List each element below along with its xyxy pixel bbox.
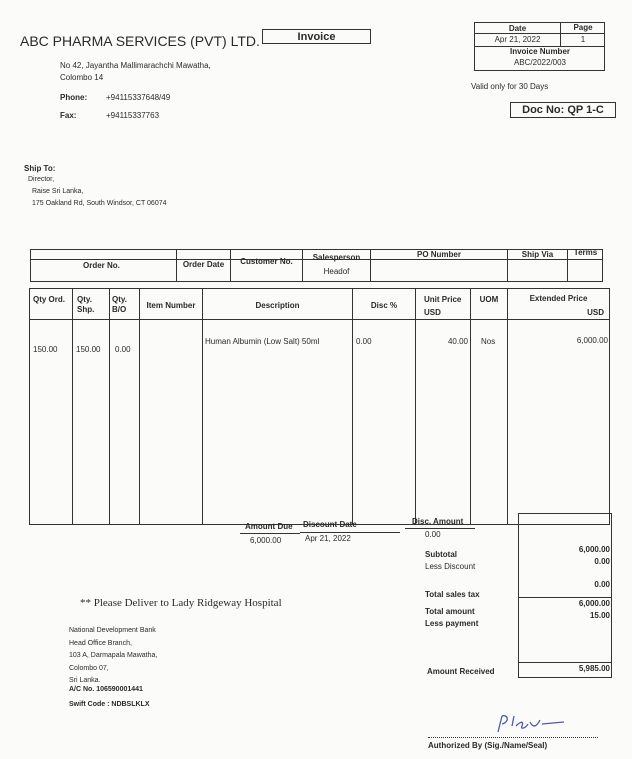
order-no-header: Order No. <box>83 261 120 270</box>
customer-no-header: Customer No. <box>240 257 293 266</box>
ship-via-header: Ship Via <box>521 250 554 259</box>
unit-price-header: Unit Price <box>424 295 462 304</box>
invoice-date: Apr 21, 2022 <box>494 35 541 44</box>
amount-due-value: 6,000.00 <box>250 536 282 545</box>
authorized-label: Authorized By (Sig./Name/Seal) <box>428 741 548 750</box>
phone-value: +94115337648/49 <box>106 93 171 102</box>
order-date-header: Order Date <box>182 260 225 269</box>
terms-header: Terms <box>573 248 598 257</box>
company-address-line2: Colombo 14 <box>60 73 104 82</box>
bank-line1: National Development Bank <box>69 627 156 634</box>
extended-header: Extended Price <box>529 294 588 303</box>
item-description: Human Albumin (Low Salt) 50ml <box>205 337 320 346</box>
qty-bo-header: Qty. B/O <box>112 295 127 314</box>
description-header: Description <box>255 301 300 310</box>
amount-due-label: Amount Due <box>245 522 293 531</box>
doc-no-box <box>510 102 616 118</box>
company-address-line1: No 42, Jayantha Mallimarachchi Mawatha, <box>60 61 211 70</box>
less-discount-value: 0.00 <box>594 557 610 566</box>
items-table <box>29 288 610 525</box>
less-payment-label: Less payment <box>425 619 479 628</box>
disc-amount-value: 0.00 <box>425 530 441 539</box>
delivery-note: ** Please Deliver to Lady Ridgeway Hospital <box>80 597 282 609</box>
invoice-title: Invoice <box>297 31 336 43</box>
discount-date-label: Discount Date <box>303 520 357 529</box>
date-label: Date <box>508 24 527 33</box>
item-qty-shp: 150.00 <box>76 345 101 354</box>
bank-line5: Sri Lanka. <box>69 677 101 684</box>
unit-price-ccy: USD <box>424 308 441 317</box>
qty-ord-header: Qty Ord. <box>33 295 66 304</box>
ship-to-label: Ship To: <box>24 164 56 173</box>
bank-line4: Colombo 07, <box>69 665 109 672</box>
disc-header: Disc % <box>370 301 398 310</box>
ship-to-line2: Raise Sri Lanka, <box>32 188 84 195</box>
discount-date-value: Apr 21, 2022 <box>305 534 351 543</box>
extended-ccy: USD <box>587 308 604 317</box>
subtotal-value: 6,000.00 <box>578 545 610 554</box>
less-discount-label: Less Discount <box>425 562 476 571</box>
item-number-header: Item Number <box>146 301 196 310</box>
sales-tax-label: Total sales tax <box>425 590 480 599</box>
uom-header: UOM <box>479 295 499 304</box>
bank-line3: 103 A, Darmapala Mawatha, <box>69 652 158 659</box>
company-name: ABC PHARMA SERVICES (PVT) LTD. <box>20 33 260 49</box>
item-extended: 6,000.00 <box>576 336 608 345</box>
qty-shp-header: Qty. Shp. <box>77 295 95 314</box>
bank-account: A/C No. 106590001441 <box>69 686 143 693</box>
page-number: 1 <box>580 35 586 44</box>
salesperson-value: Headof <box>323 267 350 276</box>
totals-box <box>518 513 612 678</box>
validity-note: Valid only for 30 Days <box>471 82 549 91</box>
invoice-meta-box <box>474 22 605 71</box>
bank-swift: Swift Code : NDBSLKLX <box>69 701 150 708</box>
less-payment-value: 15.00 <box>589 611 610 620</box>
item-qty-bo: 0.00 <box>115 345 131 354</box>
item-disc: 0.00 <box>356 337 372 346</box>
page-label: Page <box>573 23 593 32</box>
invoice-number-label: Invoice Number <box>509 47 570 56</box>
bank-line2: Head Office Branch, <box>69 640 132 647</box>
item-qty-ord: 150.00 <box>33 345 58 354</box>
invoice-title-box <box>262 29 371 44</box>
po-number-header: PO Number <box>416 250 461 259</box>
amount-received-label: Amount Received <box>427 667 495 676</box>
amount-received-value: 5,985.00 <box>578 664 610 673</box>
ship-to-line3: 175 Oakland Rd, South Windsor, CT 06074 <box>32 200 167 207</box>
order-header-table <box>30 249 603 282</box>
item-unit-price: 40.00 <box>447 337 468 346</box>
signature-image <box>490 712 570 736</box>
total-amount-value: 6,000.00 <box>578 599 610 608</box>
ship-to-line1: Director, <box>28 176 55 183</box>
doc-no: Doc No: QP 1-C <box>522 104 604 116</box>
sales-tax-value: 0.00 <box>594 580 610 589</box>
phone-label: Phone: <box>60 93 88 102</box>
fax-label: Fax: <box>60 111 77 120</box>
fax-value: +94115337763 <box>106 111 160 120</box>
disc-amount-label: Disc. Amount <box>412 517 464 526</box>
signature-line <box>428 737 598 738</box>
invoice-number: ABC/2022/003 <box>513 58 567 67</box>
total-amount-label: Total amount <box>425 607 475 616</box>
salesperson-header: Salesperson <box>312 253 361 262</box>
subtotal-label: Subtotal <box>425 550 457 559</box>
item-uom: Nos <box>481 337 496 346</box>
